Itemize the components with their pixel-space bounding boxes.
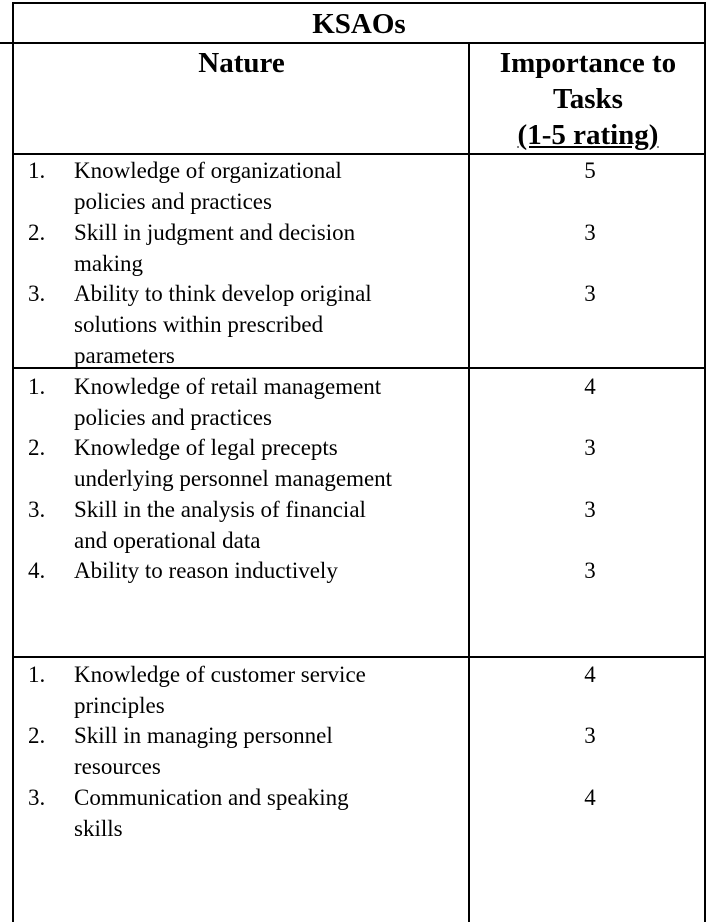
- item-text: Knowledge of legal precepts underlying personnel management: [74, 435, 393, 491]
- item-text: Communication and speaking skills: [74, 785, 349, 841]
- importance-rating: 4: [584, 662, 596, 687]
- item-text: Knowledge of customer service principles: [74, 662, 366, 718]
- importance-rating: 3: [584, 723, 596, 748]
- importance-rating: 5: [584, 158, 596, 183]
- item-text: Ability to think develop original solutions within prescribed parameters: [74, 281, 372, 368]
- item-number: 3.: [28, 497, 46, 522]
- item-number: 1.: [28, 662, 46, 687]
- importance-header-line-1: Importance to: [499, 47, 677, 79]
- left-border: [12, 2, 14, 922]
- item-text: Skill in the analysis of financial and operational data: [74, 497, 366, 553]
- item-number: 1.: [28, 158, 46, 183]
- nature-header: Nature: [198, 47, 285, 79]
- group-divider-2: [12, 656, 706, 658]
- item-number: 3.: [28, 785, 46, 810]
- item-number: 1.: [28, 374, 46, 399]
- importance-rating: 3: [584, 220, 596, 245]
- column-divider: [468, 42, 470, 922]
- table-title: KSAOs: [312, 8, 406, 40]
- item-number: 3.: [28, 281, 46, 306]
- item-text: Knowledge of retail management policies and practices: [74, 374, 382, 430]
- importance-rating: 3: [584, 281, 596, 306]
- item-number: 2.: [28, 220, 46, 245]
- item-text: Skill in judgment and decision making: [74, 220, 356, 276]
- item-number: 2.: [28, 435, 46, 460]
- importance-rating: 3: [584, 435, 596, 460]
- item-number: 2.: [28, 723, 46, 748]
- title-divider: [0, 42, 706, 44]
- item-text: Knowledge of organizational policies and practices: [74, 158, 342, 214]
- item-text: Skill in managing personnel resources: [74, 723, 333, 779]
- importance-rating: 4: [584, 785, 596, 810]
- item-text: Ability to reason inductively: [74, 558, 338, 583]
- importance-header-line-2: Tasks: [553, 83, 623, 115]
- importance-rating: 3: [584, 497, 596, 522]
- item-number: 4.: [28, 558, 46, 583]
- importance-header-line-3: (1-5 rating): [517, 119, 659, 151]
- importance-rating: 3: [584, 558, 596, 583]
- importance-header: [470, 45, 706, 153]
- importance-rating: 4: [584, 374, 596, 399]
